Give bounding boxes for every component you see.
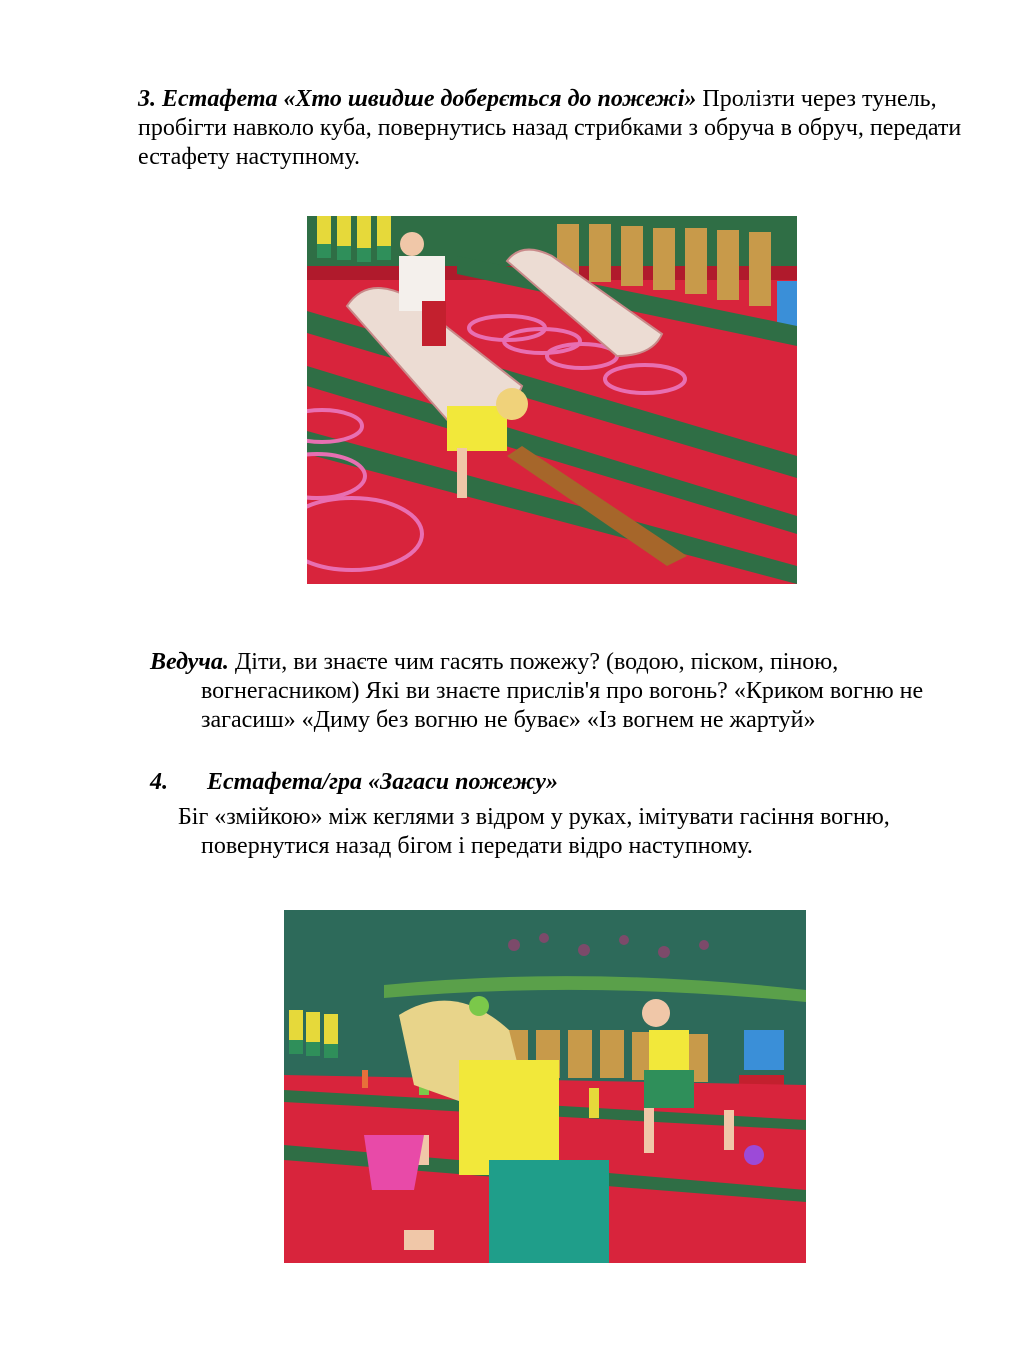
- extinguish-fire-photo: [284, 910, 806, 1263]
- section-4-title: Естафета/гра «Загаси пожежу»: [207, 769, 558, 795]
- section-3-paragraph: [138, 85, 968, 172]
- section-3-title: 3. Естафета «Хто швидше доберється до пожежі»: [138, 86, 697, 112]
- host-paragraph: [150, 648, 991, 735]
- relay-tunnel-photo: [307, 216, 797, 584]
- extinguish-fire-illustration: [284, 910, 806, 1263]
- section-4-heading: [150, 768, 930, 797]
- relay-tunnel-illustration: [307, 216, 797, 584]
- section-4-paragraph: Біг «змійкою» між кеглями з відром у руках, імітувати гасіння вогню, повернутися назад бігом і передати відро наступному.: [178, 804, 890, 859]
- host-text: Діти, ви знаєте чим гасять пожежу? (водою, піском, піною, вогнегасником) Які ви знаєте прислів'я про вогонь? «Криком вогню не загасиш» «Диму без вогню не буває» «Із вогнем не жартуй»: [201, 649, 924, 733]
- section-4-number: 4.: [150, 769, 168, 795]
- section-3-body: Пролізти через тунель, пробігти навколо куба, повернутись назад стрибками з обруча в обруч, передати естафету наступному.: [138, 86, 962, 170]
- host-speaker: Ведуча.: [150, 649, 229, 675]
